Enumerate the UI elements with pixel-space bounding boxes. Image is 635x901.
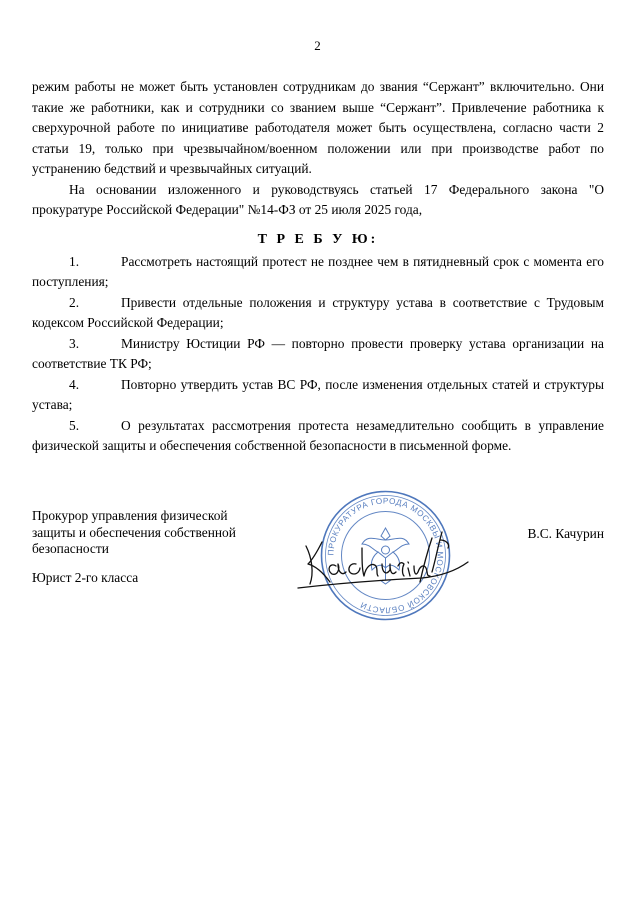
item-text: О результатах рассмотрения протеста незамедлительно сообщить в управление физической защиты и обеспечения собственной безопасности в письменной форме.: [32, 417, 604, 453]
demand-heading: Т Р Е Б У Ю:: [257, 231, 379, 247]
item-text: Повторно утвердить устав ВС РФ, после изменения отдельных статей и структуры устава;: [32, 376, 604, 412]
item-number: 5.: [69, 417, 80, 433]
demand-item: [32, 375, 604, 416]
item-number: 2.: [69, 294, 80, 310]
signer-position: Прокурор управления физической защиты и обеспечения собственной безопасности: [32, 508, 236, 556]
paragraph-legal-basis: На основании изложенного и руководствуясь статьей 17 Федерального закона "О прокуратуре Российской Федерации" №14-ФЗ от 25 июля 2025 года,: [32, 181, 604, 217]
demand-item: [32, 416, 604, 457]
item-text: Министру Юстиции РФ — повторно провести проверку устава организации на соответствие ТК РФ;: [32, 335, 604, 371]
paragraph-overtime-regime: режим работы не может быть установлен сотрудникам до звания “Сержант” включительно. Они такие же работники, как и сотрудники со званием выше “Сержант”. Привлечение работника к сверхурочной работе по инициативе работодателя может быть осуществлена, согласно части 2 статьи 19, только при чрезвычайном/военном положении или при производстве работ по устранению бедствий и чрезвычайных ситуаций.: [32, 79, 604, 176]
demand-item: [32, 252, 604, 293]
signer-rank: Юрист 2-го класса: [32, 570, 139, 585]
signer-name: В.С. Качурин: [527, 526, 604, 541]
item-number: 1.: [69, 253, 80, 269]
demand-item: [32, 293, 604, 334]
item-number: 4.: [69, 376, 80, 392]
item-text: Рассмотреть настоящий протест не позднее чем в пятидневный срок с момента его поступления;: [32, 253, 604, 289]
document-body: [32, 77, 604, 457]
item-number: 3.: [69, 335, 80, 351]
item-text: Привести отдельные положения и структуру устава в соответствие с Трудовым кодексом Российской Федерации;: [32, 294, 604, 330]
demand-item: [32, 334, 604, 375]
page-number: 2: [314, 38, 321, 53]
signature-block: [32, 508, 604, 618]
seal-text: ПРОКУРАТУРА ГОРОДА МОСКВЫ И МОСКОВСКОЙ ОБЛАСТИ: [326, 496, 445, 615]
